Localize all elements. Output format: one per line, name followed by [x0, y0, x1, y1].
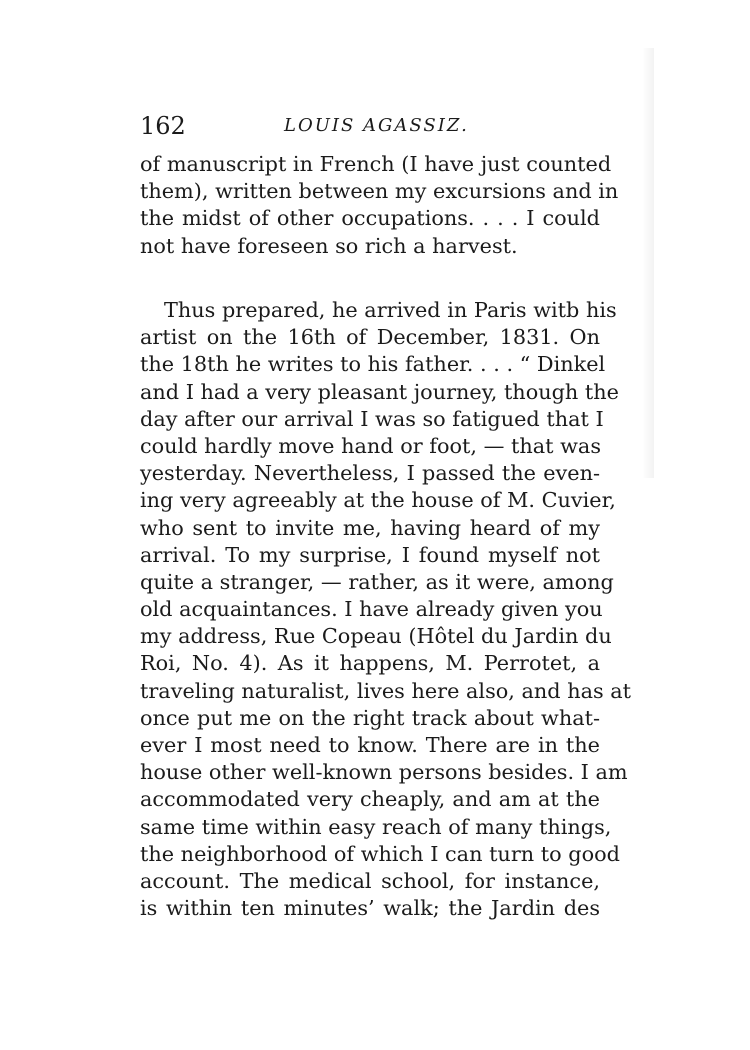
text-line: ever I most need to know. There are in the [140, 733, 600, 757]
paragraph-continuation [140, 151, 619, 260]
text-line: account. The medical school, for instance, [140, 868, 600, 893]
text-line: same time within easy reach of many things, [140, 814, 612, 839]
text-line: them), written between my excursions and in [140, 179, 619, 204]
text-line: Roi, No. 4). As it happens, M. Perrotet, a [140, 651, 600, 676]
text-line: once put me on the right track about what- [140, 705, 600, 730]
text-line: quite a stranger, — rather, as it were, among [140, 569, 614, 594]
text-line: the midst of other occupations. . . . I could [140, 206, 600, 231]
running-head: LOUIS AGASSIZ. [284, 115, 469, 136]
text-line: of manuscript in French (I have just counted [140, 152, 612, 176]
text-line: traveling naturalist, lives here also, and has at [140, 678, 632, 703]
text-line: and I had a very pleasant journey, though the [140, 379, 619, 404]
page-number: 162 [140, 112, 186, 140]
paragraph-main [140, 297, 632, 922]
text-line: is within ten minutes’ walk; the Jardin des [140, 896, 600, 921]
text-line: accommodated very cheaply, and am at the [140, 787, 600, 812]
text-line: yesterday. Nevertheless, I passed the even- [140, 461, 600, 486]
text-line: artist on the 16th of December, 1831. On [140, 325, 600, 350]
text-line: who sent to invite me, having heard of my [140, 515, 600, 540]
text-line: not have foreseen so rich a harvest. [140, 233, 518, 258]
text-line: house other well-known persons besides. I am [140, 760, 628, 785]
page-header [140, 108, 600, 144]
scan-edge-shadow [642, 48, 654, 478]
text-line: arrival. To my surprise, I found myself not [140, 542, 600, 567]
text-line: day after our arrival I was so fatigued that I [140, 406, 604, 431]
text-line: the neighborhood of which I can turn to good [140, 841, 620, 866]
text-line: Thus prepared, he arrived in Paris witb his [164, 298, 617, 322]
text-line: the 18th he writes to his father. . . . “ Dinkel [140, 352, 606, 377]
text-line: old acquaintances. I have already given you [140, 597, 603, 622]
text-line: my address, Rue Copeau (Hôtel du Jardin du [140, 624, 612, 649]
text-line: ing very agreeably at the house of M. Cuvier, [140, 488, 616, 513]
text-line: could hardly move hand or foot, — that was [140, 433, 602, 458]
